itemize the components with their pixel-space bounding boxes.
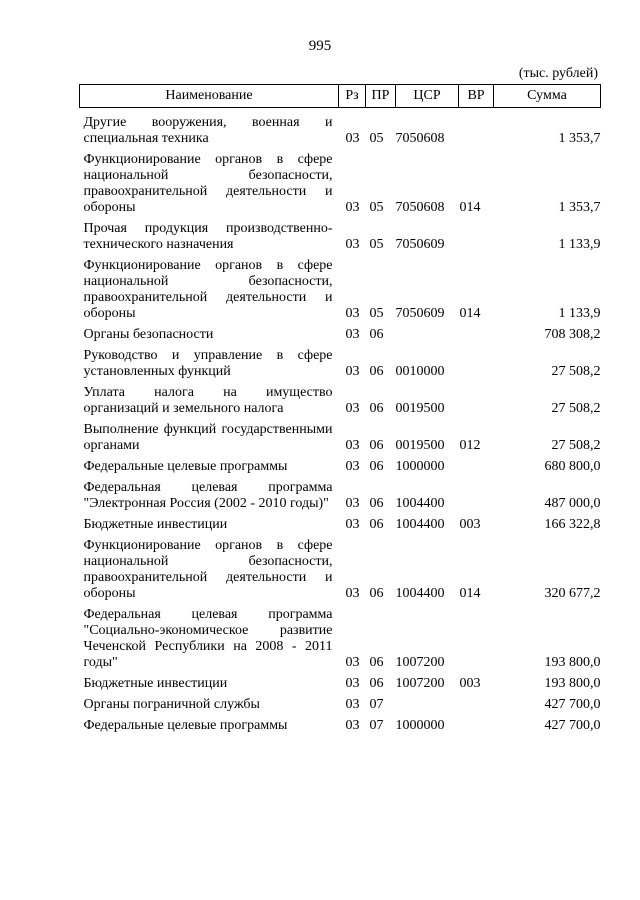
row-sum: 27 508,2 — [551, 438, 601, 453]
row-rz: 03 — [345, 327, 360, 342]
row-pr: 06 — [369, 327, 384, 342]
header-rz: Рз — [339, 85, 366, 108]
row-vr: 014 — [459, 586, 481, 601]
row-sum: 1 133,9 — [558, 237, 601, 252]
row-name: Руководство и управление в сфере установленных функций — [83, 348, 333, 379]
row-sum: 708 308,2 — [544, 327, 601, 342]
table-row — [80, 147, 601, 216]
row-csr: 1007200 — [395, 655, 445, 670]
row-name: Федеральные целевые программы — [83, 459, 288, 474]
row-pr: 06 — [369, 459, 384, 474]
row-name: Органы пограничной службы — [83, 697, 260, 712]
row-sum: 320 677,2 — [544, 586, 601, 601]
row-name: Другие вооружения, военная и специальная техника — [83, 115, 333, 146]
row-vr — [459, 322, 494, 343]
row-csr: 0019500 — [395, 401, 445, 416]
row-pr: 05 — [369, 306, 384, 321]
row-csr: 7050608 — [395, 200, 445, 215]
row-sum: 1 353,7 — [558, 131, 601, 146]
row-vr — [459, 692, 494, 713]
row-name: Функционирование органов в сфере национальной безопасности, правоохранительной деятельности и обороны — [83, 538, 333, 601]
row-pr: 06 — [369, 517, 384, 532]
row-rz: 03 — [345, 586, 360, 601]
row-rz: 03 — [345, 131, 360, 146]
units-label: (тыс. рублей) — [518, 66, 598, 81]
table-row — [80, 454, 601, 475]
row-csr: 1004400 — [395, 496, 445, 511]
row-pr: 05 — [369, 131, 384, 146]
budget-table — [79, 84, 601, 734]
row-vr: 012 — [459, 438, 481, 453]
row-name: Органы безопасности — [83, 327, 214, 342]
row-sum: 487 000,0 — [544, 496, 601, 511]
row-pr: 06 — [369, 655, 384, 670]
row-rz: 03 — [345, 655, 360, 670]
row-csr: 1004400 — [395, 586, 445, 601]
table-header-row — [80, 85, 601, 108]
row-csr: 7050608 — [395, 131, 445, 146]
row-rz: 03 — [345, 306, 360, 321]
table-row — [80, 692, 601, 713]
row-vr — [459, 602, 494, 671]
row-csr: 1000000 — [395, 718, 445, 733]
row-csr: 0019500 — [395, 438, 445, 453]
row-csr: 7050609 — [395, 237, 445, 252]
row-vr — [459, 475, 494, 512]
row-pr: 06 — [369, 438, 384, 453]
row-name: Федеральная целевая программа "Социально-экономическое развитие Чеченской Республики на 2008 - 2011 годы" — [83, 607, 333, 670]
row-csr: 1007200 — [395, 676, 445, 691]
table-row — [80, 602, 601, 671]
header-name: Наименование — [80, 85, 339, 108]
row-csr: 1004400 — [395, 517, 445, 532]
header-vr: ВР — [459, 85, 494, 108]
row-sum: 1 133,9 — [558, 306, 601, 321]
row-pr: 06 — [369, 586, 384, 601]
table-row — [80, 380, 601, 417]
header-sum: Сумма — [494, 85, 601, 108]
row-pr: 06 — [369, 496, 384, 511]
row-vr — [459, 454, 494, 475]
row-rz: 03 — [345, 517, 360, 532]
header-pr: ПР — [366, 85, 396, 108]
table-row — [80, 343, 601, 380]
row-vr: 003 — [459, 676, 481, 691]
table-row — [80, 253, 601, 322]
row-name: Бюджетные инвестиции — [83, 676, 228, 691]
table-row — [80, 512, 601, 533]
row-sum: 427 700,0 — [544, 718, 601, 733]
row-rz: 03 — [345, 676, 360, 691]
row-sum: 193 800,0 — [544, 676, 601, 691]
row-vr — [459, 216, 494, 253]
header-csr: ЦСР — [396, 85, 459, 108]
row-rz: 03 — [345, 459, 360, 474]
row-name: Прочая продукция производственно-технического назначения — [83, 221, 333, 252]
row-vr: 014 — [459, 200, 481, 215]
table-body — [80, 108, 601, 735]
row-vr — [459, 380, 494, 417]
row-rz: 03 — [345, 718, 360, 733]
row-sum: 193 800,0 — [544, 655, 601, 670]
row-pr: 05 — [369, 237, 384, 252]
row-name: Уплата налога на имущество организаций и земельного налога — [83, 385, 333, 416]
row-rz: 03 — [345, 237, 360, 252]
row-vr — [459, 108, 494, 148]
row-vr: 014 — [459, 306, 481, 321]
row-name: Выполнение функций государственными органами — [83, 422, 333, 453]
row-vr: 003 — [459, 517, 481, 532]
row-rz: 03 — [345, 496, 360, 511]
row-rz: 03 — [345, 401, 360, 416]
table-row — [80, 417, 601, 454]
row-csr — [396, 322, 459, 343]
row-sum: 27 508,2 — [551, 401, 601, 416]
row-rz: 03 — [345, 364, 360, 379]
row-rz: 03 — [345, 200, 360, 215]
row-vr — [459, 343, 494, 380]
row-rz: 03 — [345, 438, 360, 453]
row-name: Функционирование органов в сфере национальной безопасности, правоохранительной деятельности и обороны — [83, 152, 333, 215]
row-sum: 1 353,7 — [558, 200, 601, 215]
table-row — [80, 216, 601, 253]
row-pr: 07 — [369, 697, 384, 712]
row-name: Федеральная целевая программа "Электронная Россия (2002 - 2010 годы)" — [83, 480, 333, 511]
row-sum: 166 322,8 — [544, 517, 601, 532]
row-pr: 06 — [369, 364, 384, 379]
table-row — [80, 713, 601, 734]
row-pr: 05 — [369, 200, 384, 215]
row-name: Федеральные целевые программы — [83, 718, 288, 733]
row-csr: 7050609 — [395, 306, 445, 321]
table-row — [80, 533, 601, 602]
row-pr: 06 — [369, 676, 384, 691]
table-row — [80, 322, 601, 343]
row-name: Функционирование органов в сфере национальной безопасности, правоохранительной деятельности и обороны — [83, 258, 333, 321]
table-row — [80, 475, 601, 512]
row-sum: 27 508,2 — [551, 364, 601, 379]
page-number: 995 — [308, 38, 332, 54]
row-sum: 427 700,0 — [544, 697, 601, 712]
row-vr — [459, 713, 494, 734]
row-csr: 1000000 — [395, 459, 445, 474]
row-pr: 06 — [369, 401, 384, 416]
table-row — [80, 671, 601, 692]
row-name: Бюджетные инвестиции — [83, 517, 228, 532]
row-csr — [396, 692, 459, 713]
row-csr: 0010000 — [395, 364, 445, 379]
row-sum: 680 800,0 — [544, 459, 601, 474]
table-row — [80, 108, 601, 148]
row-pr: 07 — [369, 718, 384, 733]
row-rz: 03 — [345, 697, 360, 712]
